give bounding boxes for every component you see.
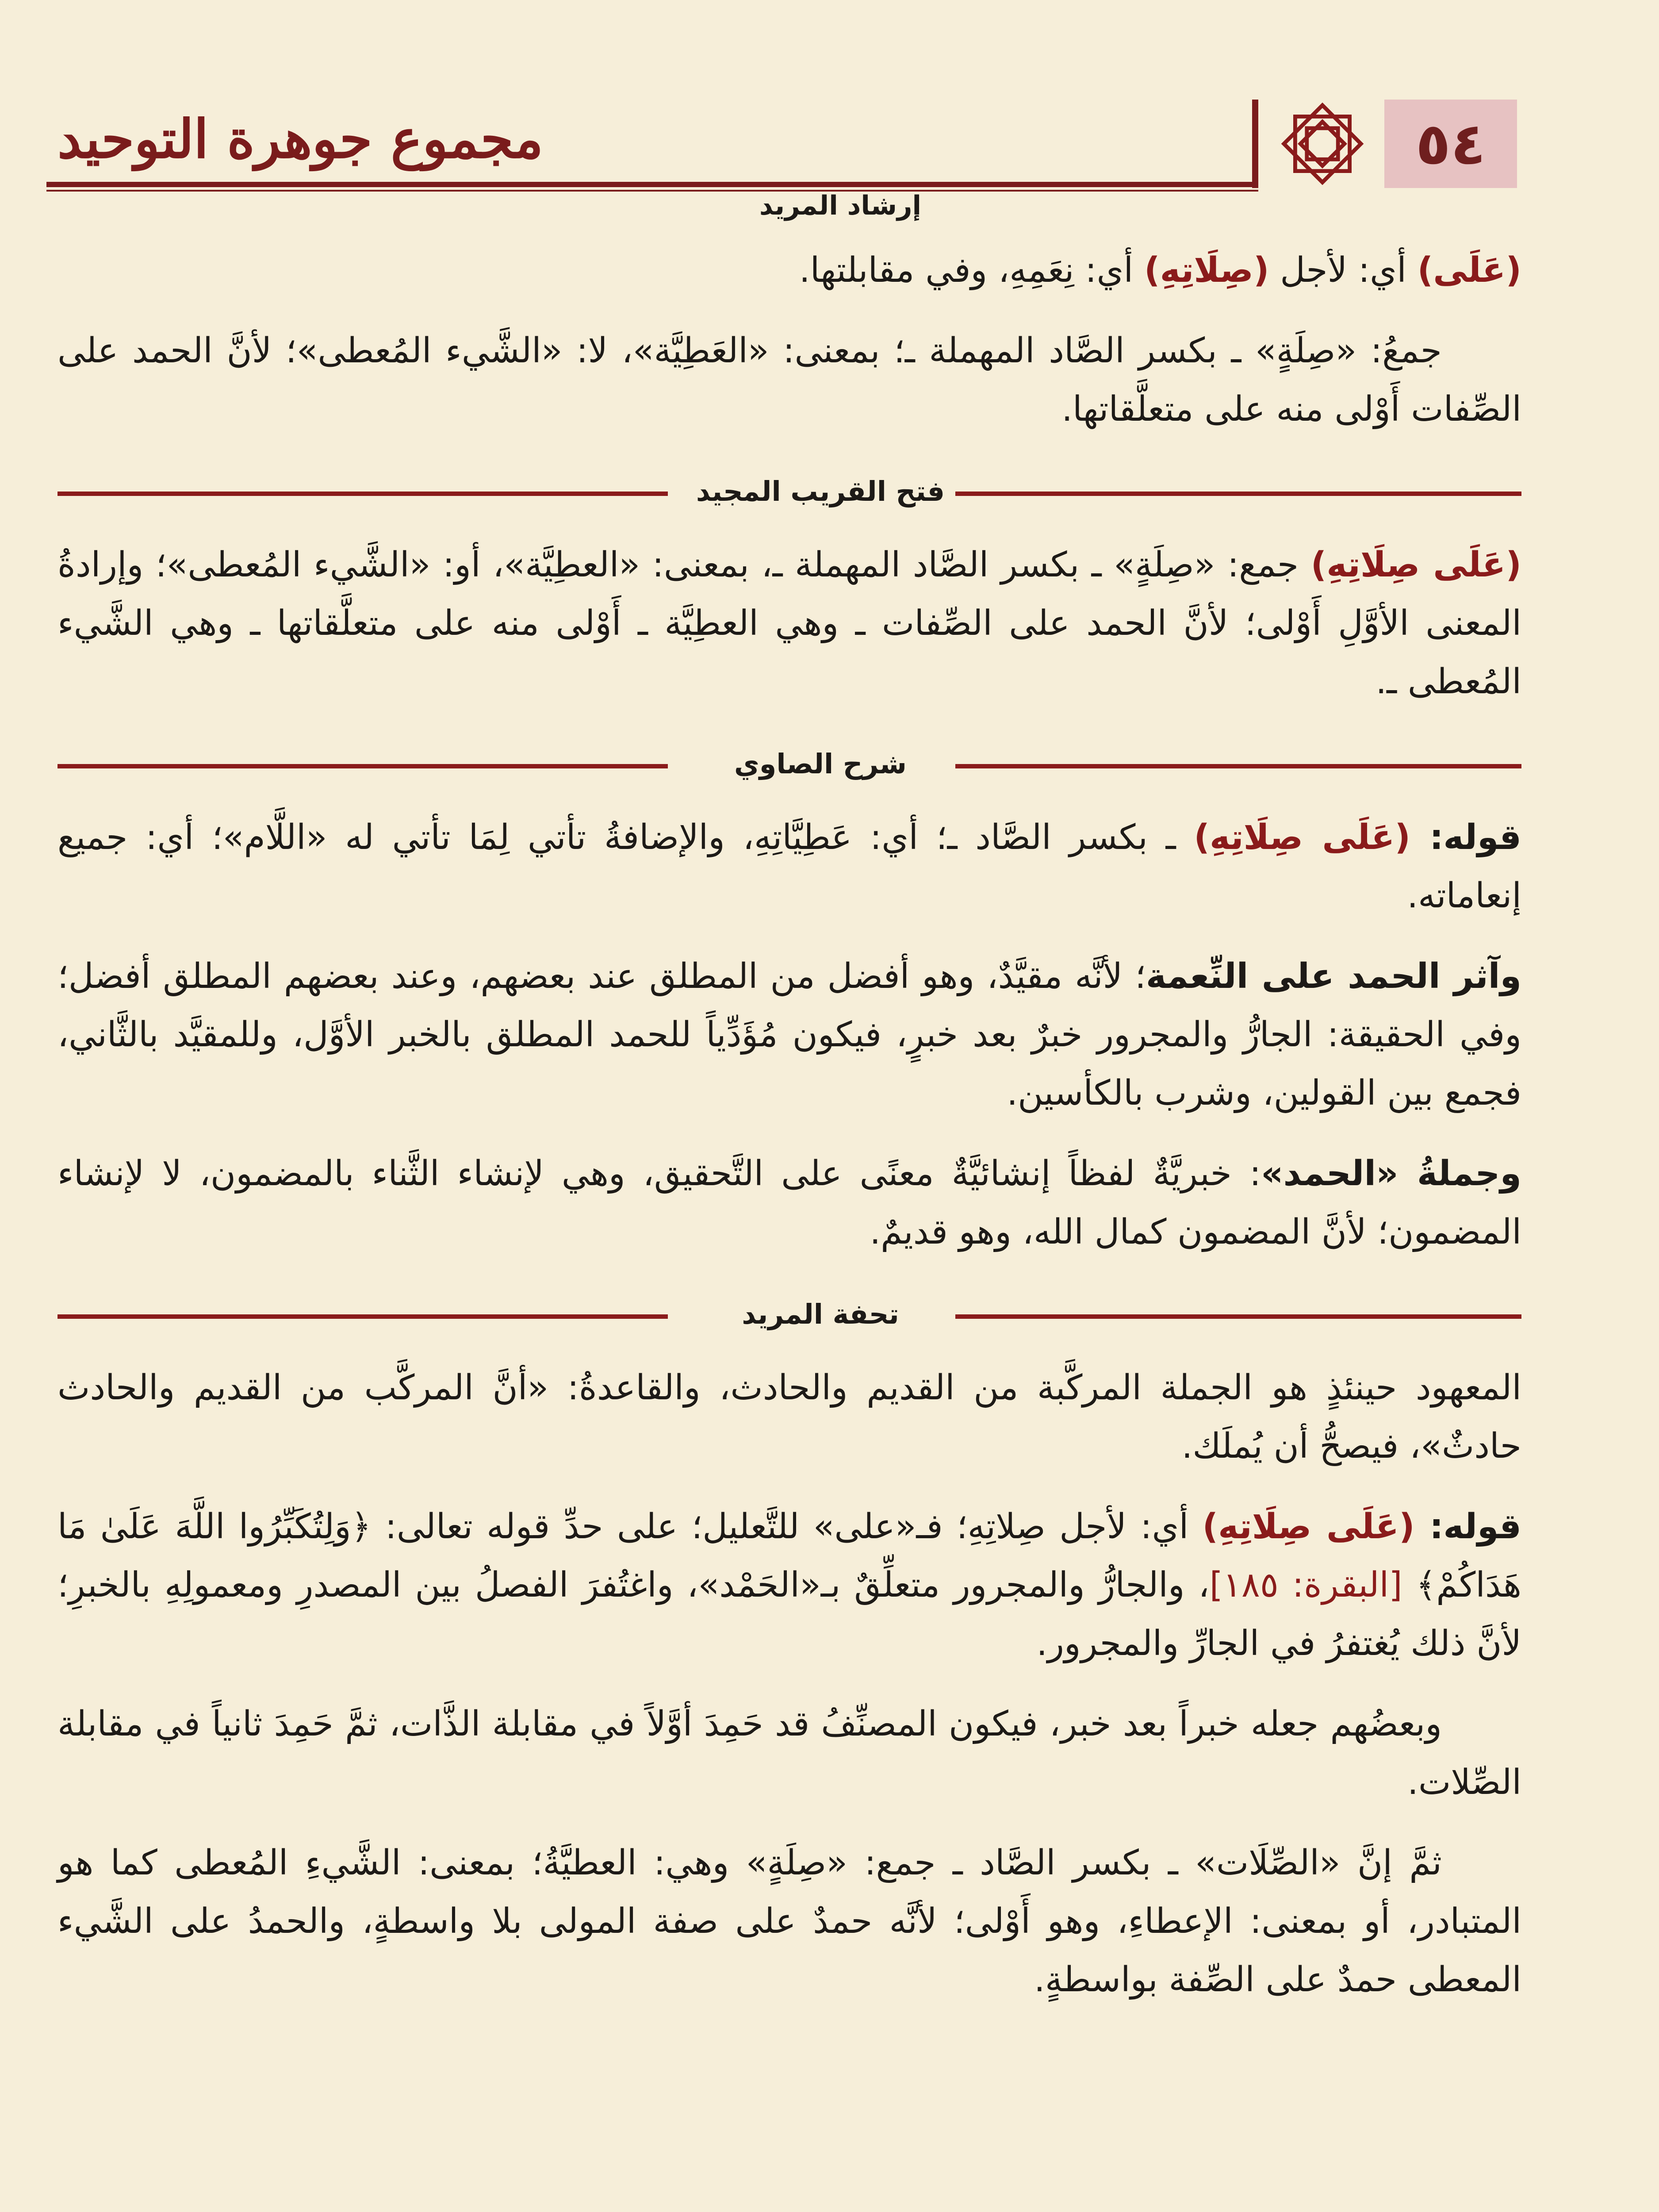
section-heading-fath: [57, 461, 1521, 518]
matn-term: (عَلَى صِلَاتِهِ): [1310, 545, 1521, 585]
matn-term: (صِلَاتِهِ): [1144, 250, 1269, 290]
section-title: تحفة المريد: [742, 1298, 899, 1330]
verse-reference: [البقرة: ١٨٥]: [1209, 1565, 1416, 1605]
series-title: مجموع جوهرة التوحيد: [57, 108, 544, 170]
page-header: [49, 95, 1517, 221]
section-rule: [955, 1314, 1521, 1319]
text-run: ـ بكسر الصَّاد ـ؛ أي: عَطِيَّاتِهِ، والإضافةُ تأتي لِمَا تأتي له «اللَّام»؛ أي: جميع إنعاماته.: [57, 818, 1521, 916]
paragraph: [57, 947, 1521, 1122]
matn-term: (عَلَى): [1417, 250, 1521, 290]
text-run: أي: لأجل صِلاتِهِ؛ فـ«على» للتَّعليل؛ على حدِّ قوله تعالى:: [371, 1507, 1203, 1547]
text-run: ، والجارُّ والمجرور متعلِّقٌ بـ«الحَمْد»، واغتُفرَ الفصلُ بين المصدرِ ومعمولِهِ بالخبرِ؛ لأنَّ ذلك يُغتفرُ في الجارِّ والمجرور.: [57, 1565, 1521, 1663]
section-title: شرح الصاوي: [734, 748, 907, 780]
section-heading-tuhfa: [57, 1283, 1521, 1341]
eight-point-star-icon: [1274, 95, 1371, 192]
text-run: أي: نِعَمِهِ، وفي مقابلتها.: [799, 250, 1145, 290]
section-rule: [955, 764, 1521, 768]
paragraph: [57, 536, 1521, 711]
text-run: قوله:: [1414, 1507, 1521, 1547]
section-heading-sawi: [57, 733, 1521, 791]
section-rule: [955, 492, 1521, 496]
running-title: إرشاد المريد: [759, 190, 922, 221]
paragraph: [57, 1144, 1521, 1261]
paragraph: [57, 1498, 1521, 1673]
text-run: أي: لأجل: [1269, 250, 1418, 290]
paragraph: وبعضُهم جعله خبراً بعد خبر، فيكون المصنِّفُ قد حَمِدَ أوَّلاً في مقابلة الذَّات، ثمَّ حَمِدَ ثانياً في مقابلة الصِّلات.: [57, 1704, 1521, 1802]
page-body: [57, 241, 1521, 2031]
matn-term: (عَلَى صِلَاتِهِ): [1194, 818, 1411, 857]
text-run: قوله:: [1410, 818, 1521, 857]
section-rule: [57, 492, 668, 496]
paragraph: ثمَّ إنَّ «الصِّلَات» ـ بكسر الصَّاد ـ جمع: «صِلَةٍ» وهي: العطيَّةُ؛ بمعنى: الشَّيءِ المُعطى كما هو المتبادر، أو بمعنى: الإعطاءِ، وهو أَوْلى؛ لأنَّه حمدٌ على صفة المولى بلا واسطةٍ، والحمدُ على الشَّيء المعطى حمدٌ على الصِّفة بواسطةٍ.: [57, 1843, 1521, 2000]
text-run: وجملةُ «الحمد»: [1261, 1154, 1521, 1194]
matn-term: (عَلَى صِلَاتِهِ): [1202, 1507, 1415, 1547]
text-run: ؛ لأنَّه مقيَّدٌ، وهو أفضل من المطلق عند بعضهم، وعند بعضهم المطلق أفضل؛ وفي الحقيقة: الجارُّ والمجرور خبرٌ بعد خبرٍ، فيكون مُؤَدِّياً للحمد المطلق بالخبر الأوَّل، وللمقيَّد بالثَّاني، فجمع بين القولين، وشرب بالكأسين.: [57, 956, 1521, 1113]
page-number: ٥٤: [1384, 100, 1517, 188]
paragraph: [57, 241, 1521, 300]
text-run: جمع: «صِلَةٍ» ـ بكسر الصَّاد المهملة ـ، بمعنى: «العطِيَّة»، أو: «الشَّيء المُعطى»؛ وإرادةُ المعنى الأوَّلِ أَوْلى؛ لأنَّ الحمد على الصِّفات ـ وهي العطِيَّة ـ أَوْلى منه على متعلَّقاتها ـ وهي الشَّيء المُعطى ـ.: [57, 545, 1521, 702]
paragraph: [57, 808, 1521, 925]
section-rule: [57, 1314, 668, 1319]
section-title: فتح القريب المجيد: [696, 475, 945, 507]
text-run: وآثر الحمد على النِّعمة: [1146, 956, 1521, 996]
quran-verse: ﴿وَلِتُكَبِّرُوا اللَّهَ عَلَىٰ مَا هَدَاكُمْ﴾: [57, 1507, 1521, 1605]
section-rule: [57, 764, 668, 768]
paragraph: جمعُ: «صِلَةٍ» ـ بكسر الصَّاد المهملة ـ؛ بمعنى: «العَطِيَّة»، لا: «الشَّيء المُعطى»؛ لأنَّ الحمد على الصِّفات أَوْلى منه على متعلَّقاتها.: [57, 331, 1521, 429]
header-divider: [1252, 100, 1258, 188]
text-run: : خبريَّةٌ لفظاً إنشائيَّةٌ معنًى على التَّحقيق، وهي لإنشاء الثَّناء بالمضمون، لا لإنشاء المضمون؛ لأنَّ المضمون كمال الله، وهو قديمٌ.: [57, 1154, 1521, 1252]
paragraph: المعهود حينئذٍ هو الجملة المركَّبة من القديم والحادث، والقاعدةُ: «أنَّ المركَّب من القديم والحادث حادثٌ»، فيصحُّ أن يُملَك.: [57, 1368, 1521, 1466]
